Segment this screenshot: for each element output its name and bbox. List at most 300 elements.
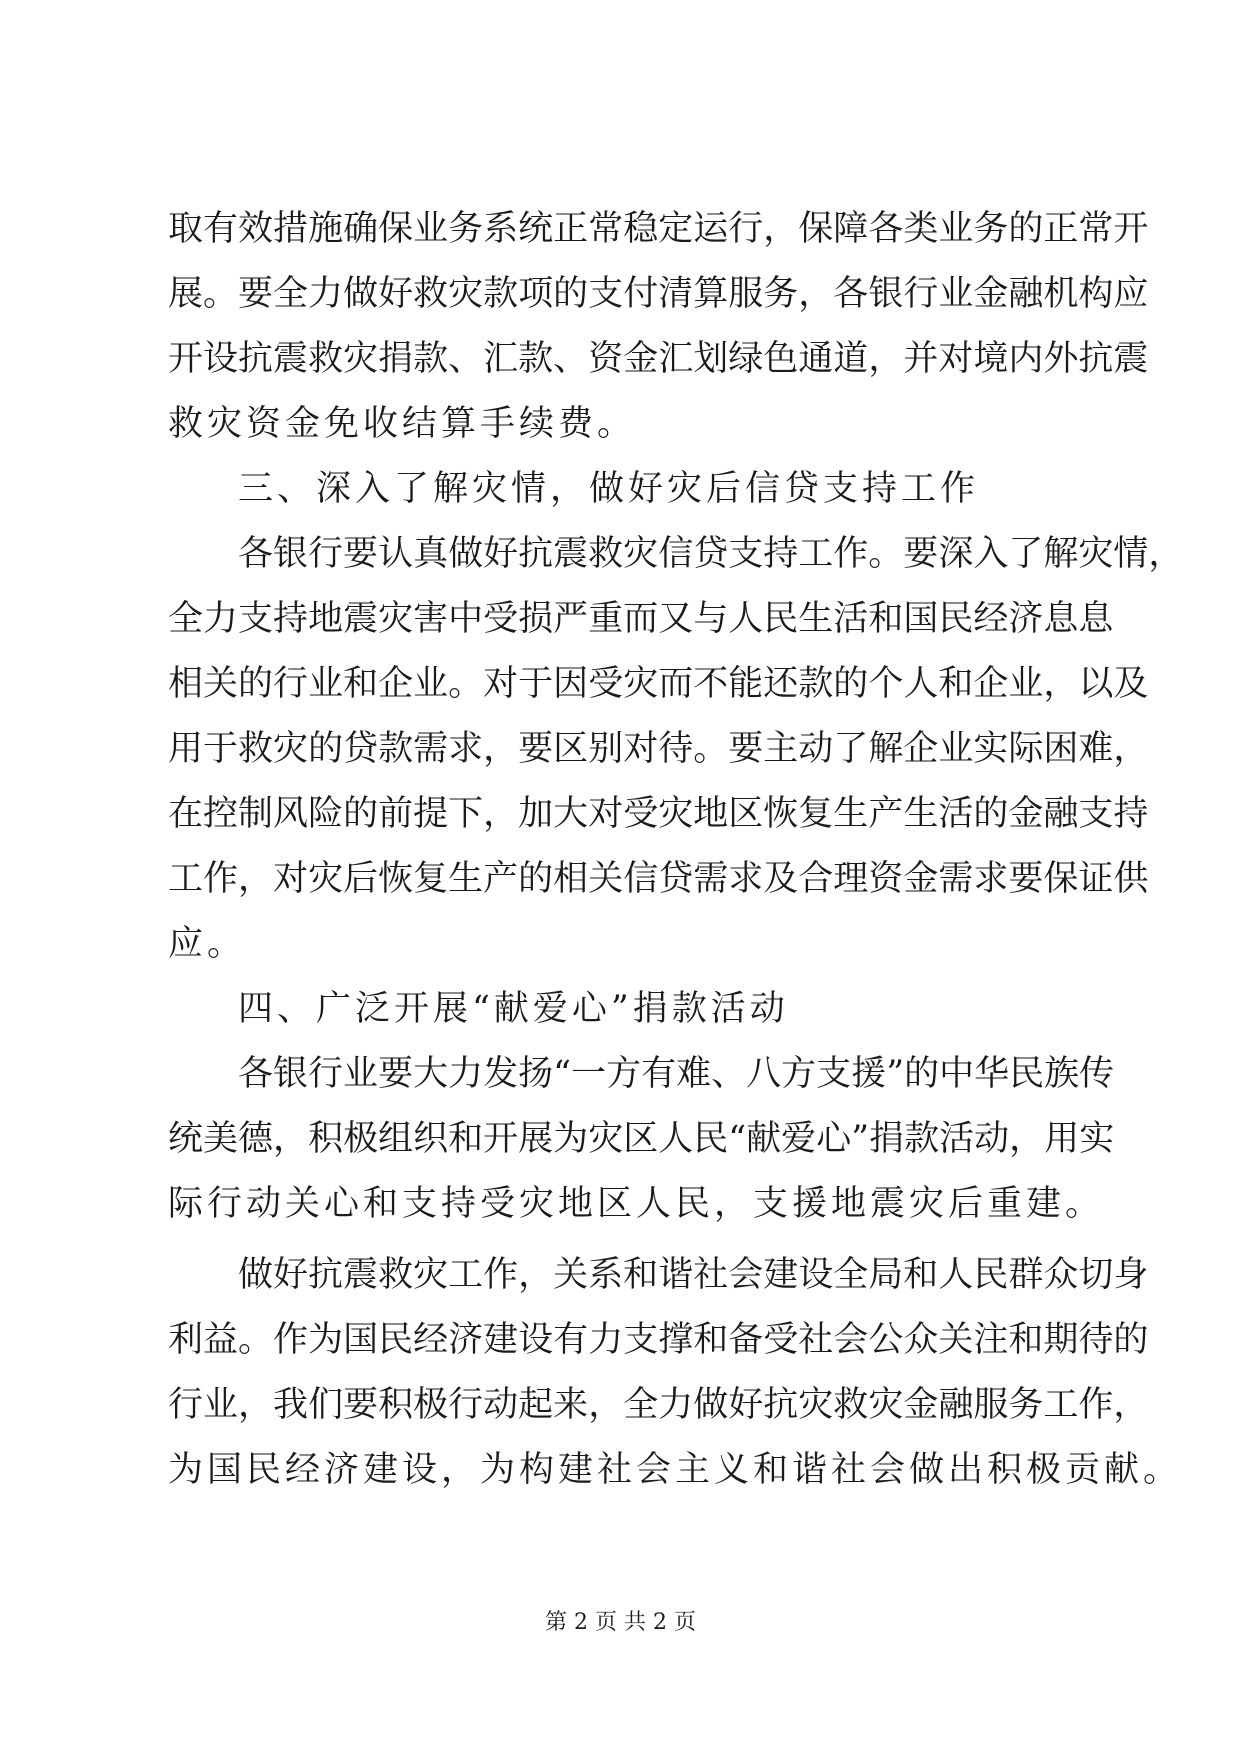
text-char: 大 — [553, 794, 589, 834]
text-char: 救 — [238, 729, 274, 769]
text-char: 作 — [833, 534, 869, 574]
paragraph-2 — [168, 522, 1184, 977]
text-line: 应。 — [168, 924, 247, 964]
text-char: 实 — [1079, 1119, 1115, 1159]
text-char: 生 — [903, 794, 939, 834]
text-char: 动 — [483, 1385, 519, 1425]
text-line — [168, 1243, 1149, 1308]
text-char: 提 — [413, 794, 449, 834]
text-char: 效 — [238, 209, 274, 249]
text-char: 各 — [868, 209, 904, 249]
text-char: 有 — [553, 1320, 589, 1360]
text-char: 活 — [938, 794, 974, 834]
text-char: 系 — [483, 209, 519, 249]
text-char: 汇 — [483, 339, 519, 379]
text-line — [168, 1308, 1149, 1373]
text-char: 活 — [939, 1119, 975, 1159]
text-char: 抗 — [518, 534, 554, 574]
text-char: 银 — [273, 1054, 309, 1094]
text-char: 民 — [378, 1320, 414, 1360]
text-char: 并 — [903, 339, 939, 379]
text-char: 行 — [308, 1054, 344, 1094]
text-char: 灾 — [343, 339, 379, 379]
text-char: 有 — [203, 209, 239, 249]
text-char: 款 — [798, 664, 834, 704]
text-char: 民 — [973, 1255, 1009, 1295]
text-char: 为 — [308, 1320, 344, 1360]
text-char: 对 — [623, 729, 659, 769]
text-char: 复 — [413, 859, 449, 899]
text-char: 、 — [711, 1054, 747, 1094]
text-char: 各 — [238, 1054, 274, 1094]
text-char: 设 — [798, 1255, 834, 1295]
text-char: 关 — [203, 664, 239, 704]
text-char: 会 — [728, 1255, 764, 1295]
text-char: 震 — [553, 534, 589, 574]
text-char: 极 — [413, 1385, 449, 1425]
text-char: 备 — [728, 1320, 764, 1360]
text-char: 的 — [518, 859, 554, 899]
text-char: 清 — [658, 274, 694, 314]
text-char: 息 — [1043, 599, 1079, 639]
text-char: 求 — [973, 859, 1009, 899]
text-char: 全 — [273, 274, 309, 314]
text-char: 工 — [798, 534, 834, 574]
text-char: 用 — [168, 729, 204, 769]
text-char: ， — [1043, 664, 1079, 704]
text-char: 务 — [763, 274, 799, 314]
text-char: 措 — [273, 209, 309, 249]
text-char: 局 — [868, 1255, 904, 1295]
text-char: 复 — [798, 794, 834, 834]
text-char: 支 — [588, 274, 624, 314]
text-char: 、 — [553, 339, 589, 379]
text-char: 的 — [1113, 1320, 1149, 1360]
text-char: 八 — [746, 1054, 782, 1094]
text-char: 救 — [588, 534, 624, 574]
text-line: 为国民经济建设，为构建社会主义和谐社会做出积极贡献。 — [168, 1450, 1183, 1490]
text-char: 民 — [938, 599, 974, 639]
text-char: 织 — [413, 1119, 449, 1159]
text-char: 生 — [833, 794, 869, 834]
text-char: 金 — [973, 274, 1009, 314]
text-char: “ — [728, 1119, 747, 1159]
text-char: 受 — [483, 599, 519, 639]
text-char: 灾 — [623, 534, 659, 574]
text-char: 务 — [1008, 1385, 1044, 1425]
text-char: 行 — [273, 664, 309, 704]
text-char: 企 — [903, 729, 939, 769]
text-char: 和 — [448, 1119, 484, 1159]
text-char: 抗 — [763, 1385, 799, 1425]
text-char: 算 — [693, 274, 729, 314]
text-char: 组 — [378, 1119, 414, 1159]
text-char: 支 — [816, 1054, 852, 1094]
text-char: 业 — [1008, 664, 1044, 704]
text-char: 险 — [308, 794, 344, 834]
text-char: 需 — [693, 859, 729, 899]
text-char: 受 — [588, 664, 624, 704]
text-char: 们 — [308, 1385, 344, 1425]
text-char: 灾 — [588, 1119, 624, 1159]
paragraph-1 — [168, 197, 1149, 457]
text-char: 于 — [518, 664, 554, 704]
text-char: 身 — [1113, 1255, 1149, 1295]
text-char: 关 — [553, 1255, 589, 1295]
text-char: 震 — [1113, 339, 1149, 379]
text-char: 贷 — [658, 859, 694, 899]
text-char: 要 — [343, 1385, 379, 1425]
text-char: 业 — [938, 274, 974, 314]
text-char: 持 — [273, 599, 309, 639]
text-char: 而 — [658, 664, 694, 704]
text-char: 贷 — [343, 729, 379, 769]
text-char: 运 — [693, 209, 729, 249]
text-char: 经 — [973, 599, 1009, 639]
text-line — [168, 847, 1149, 912]
text-char: 受 — [623, 794, 659, 834]
text-char: 境 — [973, 339, 1009, 379]
text-char: 与 — [693, 599, 729, 639]
text-char: 银 — [868, 274, 904, 314]
text-char: 施 — [308, 209, 344, 249]
text-char: 行 — [168, 1385, 204, 1425]
text-char: ， — [1009, 1119, 1045, 1159]
text-char: 的 — [904, 1054, 940, 1094]
text-char: 捐 — [378, 339, 414, 379]
text-char: 能 — [728, 664, 764, 704]
text-char: 受 — [763, 1320, 799, 1360]
text-line — [168, 652, 1149, 717]
text-char: 款 — [413, 339, 449, 379]
text-char: 全 — [623, 1385, 659, 1425]
text-char: 解 — [868, 729, 904, 769]
text-char: 作 — [273, 1320, 309, 1360]
text-char: 工 — [168, 859, 204, 899]
text-char: 建 — [483, 1320, 519, 1360]
text-char: 积 — [308, 1119, 344, 1159]
text-char: 关 — [938, 1320, 974, 1360]
text-char: 入 — [973, 534, 1009, 574]
text-char: 全 — [168, 599, 204, 639]
text-char: 的 — [238, 664, 274, 704]
text-line — [168, 587, 1114, 652]
text-char: 主 — [763, 729, 799, 769]
text-char: ， — [238, 859, 274, 899]
text-char: 理 — [833, 859, 869, 899]
page-footer: 第 2 页 共 2 页 — [545, 1610, 696, 1635]
text-char: 震 — [343, 1255, 379, 1295]
text-char: ， — [798, 274, 834, 314]
text-char: 各 — [238, 534, 274, 574]
text-char: 服 — [973, 1385, 1009, 1425]
text-char: 和 — [693, 1320, 729, 1360]
text-char: 认 — [378, 534, 414, 574]
text-char: 大 — [413, 1054, 449, 1094]
text-char: 业 — [308, 664, 344, 704]
text-char: 取 — [168, 209, 204, 249]
text-char: 产 — [483, 859, 519, 899]
text-char: 金 — [903, 859, 939, 899]
text-char: 金 — [1008, 794, 1044, 834]
text-char: 需 — [413, 729, 449, 769]
text-char: 控 — [203, 794, 239, 834]
text-char: 业 — [413, 209, 449, 249]
text-char: 的 — [833, 664, 869, 704]
text-char: 。 — [448, 664, 484, 704]
text-char: 做 — [693, 1385, 729, 1425]
text-char: 救 — [308, 339, 344, 379]
text-char: 切 — [1078, 1255, 1114, 1295]
text-char: ， — [868, 339, 904, 379]
text-char: 正 — [1043, 209, 1079, 249]
text-char: 合 — [798, 859, 834, 899]
text-char: 别 — [588, 729, 624, 769]
text-char: ， — [1113, 1385, 1149, 1425]
text-char: 风 — [273, 794, 309, 834]
text-char: 产 — [868, 794, 904, 834]
text-char: 期 — [1043, 1320, 1079, 1360]
text-char: 务 — [448, 209, 484, 249]
text-char: 族 — [1044, 1054, 1080, 1094]
text-char: 构 — [1078, 274, 1114, 314]
text-char: 作 — [1078, 1385, 1114, 1425]
text-line — [168, 262, 1149, 327]
paragraph-4 — [168, 1243, 1183, 1503]
text-char: 相 — [168, 664, 204, 704]
text-char: ” — [851, 1119, 870, 1159]
text-char: 加 — [518, 794, 554, 834]
text-char: 害 — [413, 599, 449, 639]
text-char: 情 — [1113, 534, 1149, 574]
text-char: 公 — [868, 1320, 904, 1360]
text-char: 款 — [378, 729, 414, 769]
text-char: 行 — [308, 534, 344, 574]
text-line — [168, 522, 1184, 587]
text-char: 的 — [1008, 209, 1044, 249]
text-char: 贷 — [693, 534, 729, 574]
text-char: 融 — [1008, 274, 1044, 314]
text-char: 的 — [343, 794, 379, 834]
text-char: 内 — [1008, 339, 1044, 379]
text-char: 项 — [518, 274, 554, 314]
text-char: 众 — [1043, 1255, 1079, 1295]
text-char: 付 — [623, 274, 659, 314]
text-char: 群 — [1008, 1255, 1044, 1295]
text-char: 社 — [693, 1255, 729, 1295]
text-char: 制 — [238, 794, 274, 834]
text-char: 动 — [798, 729, 834, 769]
text-char: 援 — [851, 1054, 887, 1094]
text-char: 业 — [938, 729, 974, 769]
text-char: 国 — [903, 599, 939, 639]
text-char: 资 — [868, 859, 904, 899]
text-char: 。 — [693, 729, 729, 769]
text-char: 灾 — [308, 859, 344, 899]
text-char: 统 — [518, 209, 554, 249]
text-char: 要 — [518, 729, 554, 769]
text-char: 建 — [763, 1255, 799, 1295]
text-char: 震 — [273, 339, 309, 379]
text-char: 做 — [343, 274, 379, 314]
text-char: 救 — [833, 1385, 869, 1425]
text-char: 难 — [676, 1054, 712, 1094]
text-char: 绿 — [728, 339, 764, 379]
text-char: 地 — [693, 794, 729, 834]
text-char: ， — [588, 1385, 624, 1425]
text-char: ， — [763, 209, 799, 249]
text-char: 社 — [798, 1320, 834, 1360]
text-char: 支 — [623, 1320, 659, 1360]
text-char: 华 — [974, 1054, 1010, 1094]
text-char: 业 — [413, 664, 449, 704]
text-line — [168, 1373, 1149, 1438]
text-char: 来 — [553, 1385, 589, 1425]
text-char: 作 — [483, 1255, 519, 1295]
text-char: 道 — [833, 339, 869, 379]
text-char: 待 — [1078, 1320, 1114, 1360]
text-char: 因 — [553, 664, 589, 704]
text-char: 金 — [903, 1385, 939, 1425]
text-char: 息 — [1078, 599, 1114, 639]
text-char: 和 — [903, 1255, 939, 1295]
text-char: 务 — [973, 209, 1009, 249]
text-char: 个 — [868, 664, 904, 704]
text-char: 及 — [763, 859, 799, 899]
text-char: 外 — [1043, 339, 1079, 379]
text-line — [168, 1042, 1115, 1107]
text-char: ， — [1113, 729, 1149, 769]
text-char: 全 — [833, 1255, 869, 1295]
text-char: 恢 — [763, 794, 799, 834]
text-char: 力 — [308, 274, 344, 314]
text-char: 抗 — [1078, 339, 1114, 379]
text-char: 民 — [693, 1119, 729, 1159]
text-char: 求 — [448, 729, 484, 769]
text-char: 发 — [483, 1054, 519, 1094]
text-char: ， — [238, 1385, 274, 1425]
text-char: 应 — [1113, 274, 1149, 314]
text-char: 设 — [518, 1320, 554, 1360]
text-char: 区 — [553, 729, 589, 769]
text-char: 开 — [168, 339, 204, 379]
text-char: 一 — [571, 1054, 607, 1094]
text-char: 救 — [378, 1255, 414, 1295]
text-char: 关 — [588, 859, 624, 899]
text-char: 国 — [343, 1320, 379, 1360]
text-char: 灾 — [378, 599, 414, 639]
text-char: 传 — [1079, 1054, 1115, 1094]
text-line: 救灾资金免收结算手续费。 — [168, 404, 637, 444]
text-char: 了 — [1008, 534, 1044, 574]
text-line — [168, 782, 1149, 847]
text-char: 业 — [343, 1054, 379, 1094]
text-char: ， — [518, 1255, 554, 1295]
text-char: 积 — [378, 1385, 414, 1425]
text-char: 做 — [238, 1255, 274, 1295]
text-char: 扬 — [518, 1054, 554, 1094]
text-char: 以 — [1078, 664, 1114, 704]
text-char: 要 — [728, 729, 764, 769]
text-char: 及 — [1113, 664, 1149, 704]
text-char: 捐 — [869, 1119, 905, 1159]
text-char: 机 — [1043, 274, 1079, 314]
text-char: 信 — [658, 534, 694, 574]
text-char: 会 — [833, 1320, 869, 1360]
document-body — [168, 197, 1184, 1503]
text-char: 好 — [378, 274, 414, 314]
text-char: 对 — [273, 859, 309, 899]
text-char: 支 — [728, 534, 764, 574]
text-char: 持 — [1113, 794, 1149, 834]
text-char: 力 — [203, 599, 239, 639]
text-char: 损 — [518, 599, 554, 639]
text-char: 撑 — [658, 1320, 694, 1360]
text-char: 的 — [308, 729, 344, 769]
text-char: 要 — [903, 534, 939, 574]
text-char: 作 — [203, 859, 239, 899]
text-char: 注 — [973, 1320, 1009, 1360]
text-char: 灾 — [1078, 534, 1114, 574]
text-char: 和 — [938, 664, 974, 704]
text-char: 救 — [413, 274, 449, 314]
text-char: 对 — [588, 794, 624, 834]
text-char: 为 — [553, 1119, 589, 1159]
text-char: 中 — [939, 1054, 975, 1094]
section-heading-4: 四、广泛开展“献爱心”捐款活动 — [238, 989, 789, 1029]
text-line — [168, 327, 1149, 392]
text-char: 灾 — [798, 1385, 834, 1425]
text-char: 不 — [693, 664, 729, 704]
text-char: 民 — [1009, 1054, 1045, 1094]
text-char: 行 — [448, 1385, 484, 1425]
text-char: 极 — [343, 1119, 379, 1159]
text-char: 和 — [623, 1255, 659, 1295]
text-char: 正 — [553, 209, 589, 249]
text-char: 做 — [448, 534, 484, 574]
text-char: 系 — [588, 1255, 624, 1295]
text-char: 灾 — [448, 274, 484, 314]
text-char: 展 — [168, 274, 204, 314]
text-char: 后 — [343, 859, 379, 899]
text-char: 中 — [448, 599, 484, 639]
text-char: 用 — [1044, 1119, 1080, 1159]
text-char: 而 — [623, 599, 659, 639]
text-char: 银 — [273, 534, 309, 574]
text-char: 要 — [238, 274, 274, 314]
text-char: 际 — [1008, 729, 1044, 769]
text-char: 企 — [973, 664, 1009, 704]
text-char: 保 — [1043, 859, 1079, 899]
text-char: 经 — [413, 1320, 449, 1360]
text-char: 在 — [168, 794, 204, 834]
text-char: 生 — [798, 599, 834, 639]
text-char: 严 — [553, 599, 589, 639]
text-char: 要 — [1008, 859, 1044, 899]
text-char: 困 — [1043, 729, 1079, 769]
text-char: 相 — [553, 859, 589, 899]
text-char: 恢 — [378, 859, 414, 899]
text-char: 地 — [308, 599, 344, 639]
text-char: 心 — [816, 1119, 852, 1159]
text-char: 供 — [1113, 859, 1149, 899]
text-char: 人 — [903, 664, 939, 704]
text-char: 爱 — [781, 1119, 817, 1159]
text-char: 对 — [483, 664, 519, 704]
text-char: 款 — [518, 339, 554, 379]
text-char: 对 — [938, 339, 974, 379]
text-char: 金 — [623, 339, 659, 379]
